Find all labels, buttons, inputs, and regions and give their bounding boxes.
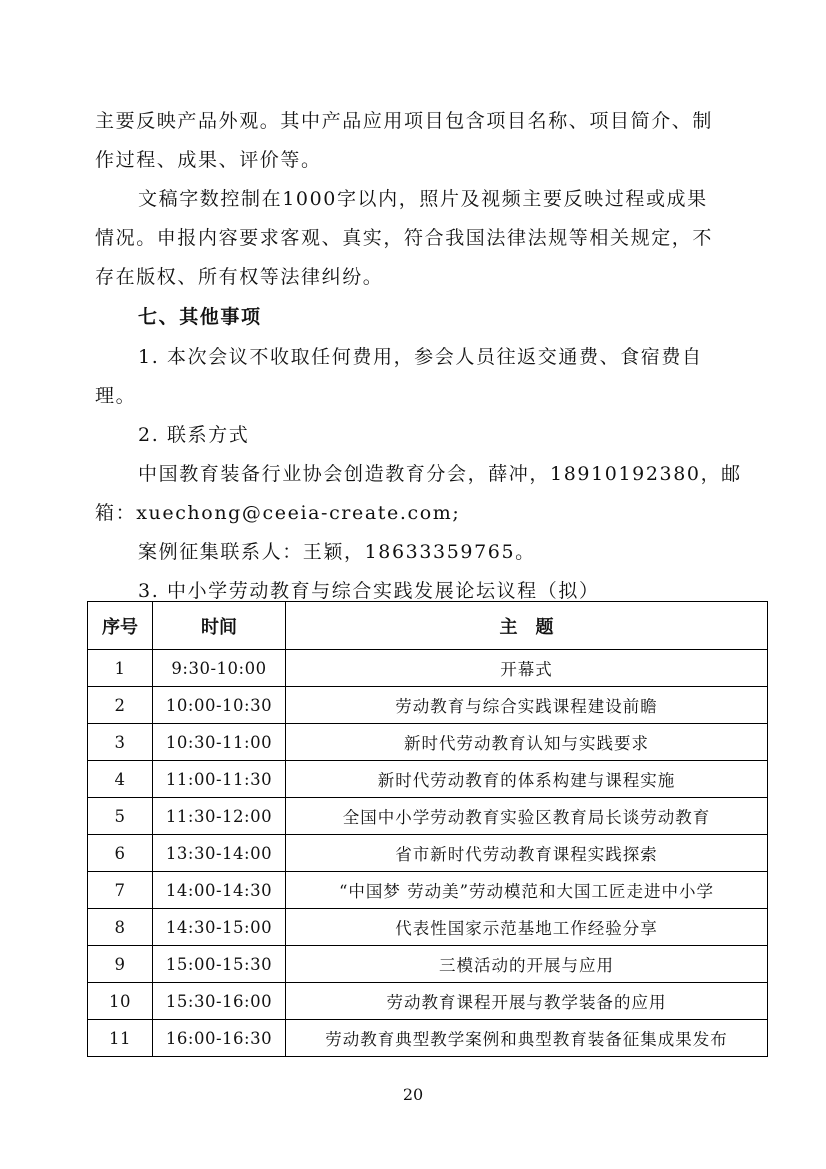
item-2-title: 2. 联系方式 <box>138 424 250 446</box>
table-row <box>88 798 768 835</box>
table-row <box>88 909 768 946</box>
row-number: 7 <box>88 872 153 909</box>
row-topic: 劳动教育典型教学案例和典型教育装备征集成果发布 <box>286 1020 768 1057</box>
header-time: 时间 <box>153 602 286 650</box>
contact-line-1: 中国教育装备行业协会创造教育分会，薛冲，18910192380，邮 <box>138 463 742 485</box>
header-number: 序号 <box>88 602 153 650</box>
row-number: 10 <box>88 983 153 1020</box>
row-number: 11 <box>88 1020 153 1057</box>
row-time: 9:30-10:00 <box>153 650 286 687</box>
body-line-4: 情况。申报内容要求客观、真实，符合我国法律法规等相关规定，不 <box>95 227 714 249</box>
body-line-1: 主要反映产品外观。其中产品应用项目包含项目名称、项目简介、制 <box>95 110 714 132</box>
row-number: 8 <box>88 909 153 946</box>
table-row <box>88 650 768 687</box>
page-number: 20 <box>402 1085 424 1104</box>
agenda-header-row <box>88 602 768 650</box>
body-line-5: 存在版权、所有权等法律纠纷。 <box>95 266 384 288</box>
row-time: 15:00-15:30 <box>153 946 286 983</box>
item-1-line-2: 理。 <box>95 385 137 407</box>
item-3-title: 3. 中小学劳动教育与综合实践发展论坛议程（拟） <box>138 580 600 602</box>
section-heading: 七、其他事项 <box>138 306 262 328</box>
table-row <box>88 1020 768 1057</box>
row-time: 14:00-14:30 <box>153 872 286 909</box>
body-line-2: 作过程、成果、评价等。 <box>95 149 322 171</box>
table-row <box>88 724 768 761</box>
row-number: 9 <box>88 946 153 983</box>
item-1-line-1: 1. 本次会议不收取任何费用，参会人员往返交通费、食宿费自 <box>138 346 703 368</box>
row-topic: 三模活动的开展与应用 <box>286 946 768 983</box>
row-topic: 劳动教育与综合实践课程建设前瞻 <box>286 687 768 724</box>
row-time: 10:00-10:30 <box>153 687 286 724</box>
row-time: 13:30-14:00 <box>153 835 286 872</box>
row-number: 2 <box>88 687 153 724</box>
row-topic: “中国梦 劳动美”劳动模范和大国工匠走进中小学 <box>286 872 768 909</box>
row-time: 16:00-16:30 <box>153 1020 286 1057</box>
row-number: 3 <box>88 724 153 761</box>
contact-line-3: 案例征集联系人：王颖，18633359765。 <box>138 541 536 563</box>
table-row <box>88 687 768 724</box>
agenda-table <box>87 601 768 1057</box>
row-time: 14:30-15:00 <box>153 909 286 946</box>
row-topic: 代表性国家示范基地工作经验分享 <box>286 909 768 946</box>
row-time: 10:30-11:00 <box>153 724 286 761</box>
table-row <box>88 872 768 909</box>
row-number: 4 <box>88 761 153 798</box>
row-number: 1 <box>88 650 153 687</box>
row-number: 5 <box>88 798 153 835</box>
row-time: 11:00-11:30 <box>153 761 286 798</box>
contact-line-2: 箱：xuechong@ceeia-create.com; <box>95 502 461 524</box>
row-time: 15:30-16:00 <box>153 983 286 1020</box>
table-row <box>88 983 768 1020</box>
row-topic: 全国中小学劳动教育实验区教育局长谈劳动教育 <box>286 798 768 835</box>
row-topic: 劳动教育课程开展与教学装备的应用 <box>286 983 768 1020</box>
row-topic: 新时代劳动教育认知与实践要求 <box>286 724 768 761</box>
body-line-3: 文稿字数控制在1000字以内，照片及视频主要反映过程或成果 <box>138 188 708 210</box>
row-topic: 新时代劳动教育的体系构建与课程实施 <box>286 761 768 798</box>
header-topic: 主 题 <box>286 602 768 650</box>
table-row <box>88 761 768 798</box>
row-time: 11:30-12:00 <box>153 798 286 835</box>
row-topic: 开幕式 <box>286 650 768 687</box>
row-topic: 省市新时代劳动教育课程实践探索 <box>286 835 768 872</box>
table-row <box>88 946 768 983</box>
row-number: 6 <box>88 835 153 872</box>
table-row <box>88 835 768 872</box>
